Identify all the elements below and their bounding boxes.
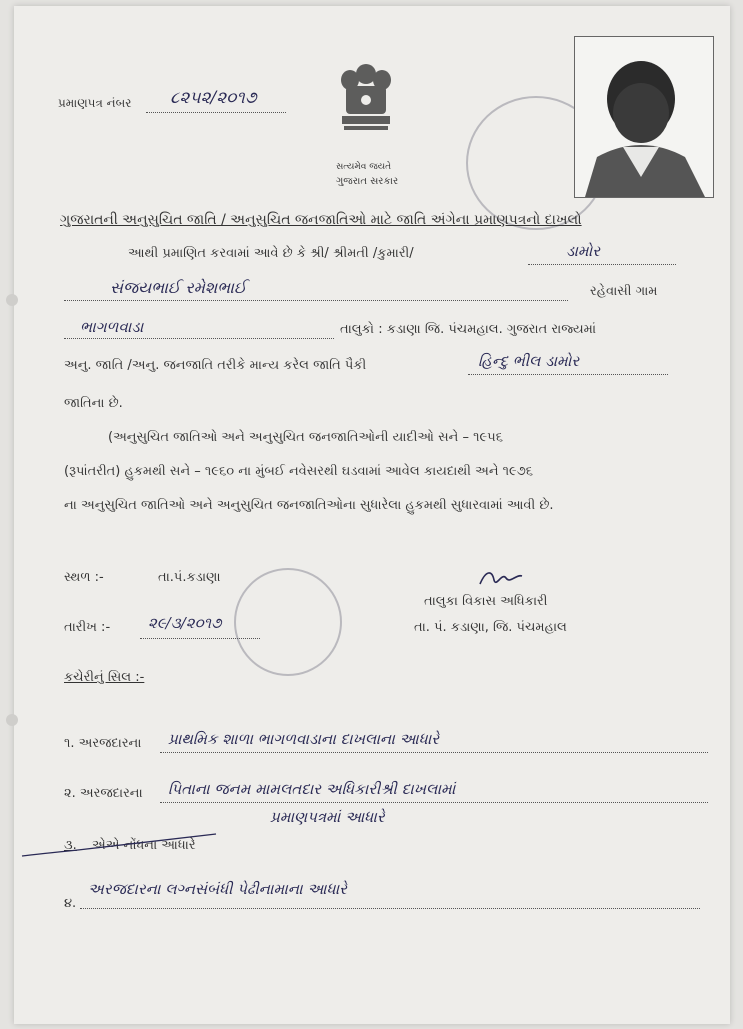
certificate-number-label: પ્રમાણપત્ર નંબર	[58, 96, 132, 110]
basis-item-4-text: અરજદારના લગ્નસંબંધી પેઢીનામાના આધારે	[88, 880, 347, 898]
legal-paragraph-line1: (અનુસુચિત જાતિઓ અને અનુસુચિત જનજાતિઓની યાદીઓ સને – ૧૯૫૬	[108, 430, 503, 445]
taluka-district-text: તાલુકો : કડાણા જિ. પંચમહાલ. ગુજરાત રાજ્યમાં	[340, 322, 597, 337]
basis-item-3-prefix: ૩.	[64, 838, 77, 853]
basis-item-1-prefix: ૧. અરજદારના	[64, 736, 142, 751]
caste-value: હિન્દુ ભીલ ડામોર	[478, 352, 580, 370]
basis-item-4-underline	[80, 908, 700, 909]
basis-item-1-text: પ્રાથમિક શાળા ભાગળવાડાના દાખલાના આધારે	[168, 730, 440, 748]
name-underline	[64, 300, 568, 301]
number-underline	[146, 112, 286, 113]
surname-value: ડામોર	[566, 242, 601, 260]
caste-underline	[468, 374, 668, 375]
certify-text: આથી પ્રમાણિત કરવામાં આવે છે કે શ્રી/ શ્રીમતી /કુમારી/	[128, 246, 414, 261]
basis-item-3-text: એએ નોંધના આધારે	[92, 838, 196, 853]
village-underline	[64, 338, 334, 339]
state-emblem-icon	[330, 60, 402, 160]
emblem-motto: સત્યમેવ જયતે	[336, 162, 392, 172]
basis-item-1-underline	[160, 752, 708, 753]
applicant-name-value: સંજયભાઈ રમેશભાઈ	[110, 278, 247, 297]
officer-signature-icon	[476, 566, 526, 592]
place-value: તા.પં.કડાણા	[158, 570, 221, 585]
basis-item-2-continuation: પ્રમાણપત્રમાં આધારે	[270, 808, 385, 826]
village-value: ભાગળવાડા	[80, 318, 144, 336]
certificate-number-value: ૮૨૫૨/૨૦૧૭	[170, 88, 257, 108]
basis-item-4-prefix: ૪.	[64, 896, 77, 911]
applicant-photo	[574, 36, 714, 198]
punch-hole	[6, 294, 18, 306]
surname-underline	[528, 264, 676, 265]
officer-office: તા. પં. કડાણા, જિ. પંચમહાલ	[414, 620, 567, 635]
person-photo-icon	[575, 37, 713, 197]
office-seal-label: કચેરીનું સિલ :-	[64, 670, 145, 685]
resident-label: રહેવાસી ગામ	[590, 284, 658, 299]
caste-category-text: અનુ. જાતિ /અનુ. જનજાતિ તરીકે માન્ય કરેલ જાતિ પૈકી	[64, 358, 367, 373]
emblem-government: ગુજરાત સરકાર	[336, 176, 399, 187]
basis-item-2-text: પિતાના જનમ મામલતદાર અધિકારીશ્રી દાખલામાં	[168, 780, 456, 798]
officer-title: તાલુકા વિકાસ અધિકારી	[424, 594, 548, 609]
caste-suffix-text: જાતિના છે.	[64, 396, 123, 411]
date-label: તારીખ :-	[64, 620, 111, 635]
legal-paragraph-line2: (રૂપાંતરીત) હુકમથી સને – ૧૯૬૦ ના મુંબઈ નવેસરથી ઘડવામાં આવેલ કાયદાથી અને ૧૯૭૬	[64, 464, 534, 479]
punch-hole	[6, 714, 18, 726]
place-label: સ્થળ :-	[64, 570, 104, 585]
legal-paragraph-line3: ના અનુસુચિત જાતિઓ અને અનુસુચિત જનજાતિઓના સુધારેલા હુકમથી સુધારવામાં આવી છે.	[64, 498, 554, 513]
certificate-heading: ગુજરાતની અનુસુચિત જાતિ / અનુસુચિત જનજાતિઓ માટે જાતિ અંગેના પ્રમાણપત્રનો દાખલો	[60, 212, 582, 228]
basis-item-2-prefix: ૨. અરજદારના	[64, 786, 143, 801]
basis-item-2-underline	[160, 802, 708, 803]
round-office-seal	[234, 568, 342, 676]
handwritten-mark-icon	[18, 830, 218, 860]
date-value: ૨૯/૩/૨૦૧૭	[148, 614, 222, 632]
